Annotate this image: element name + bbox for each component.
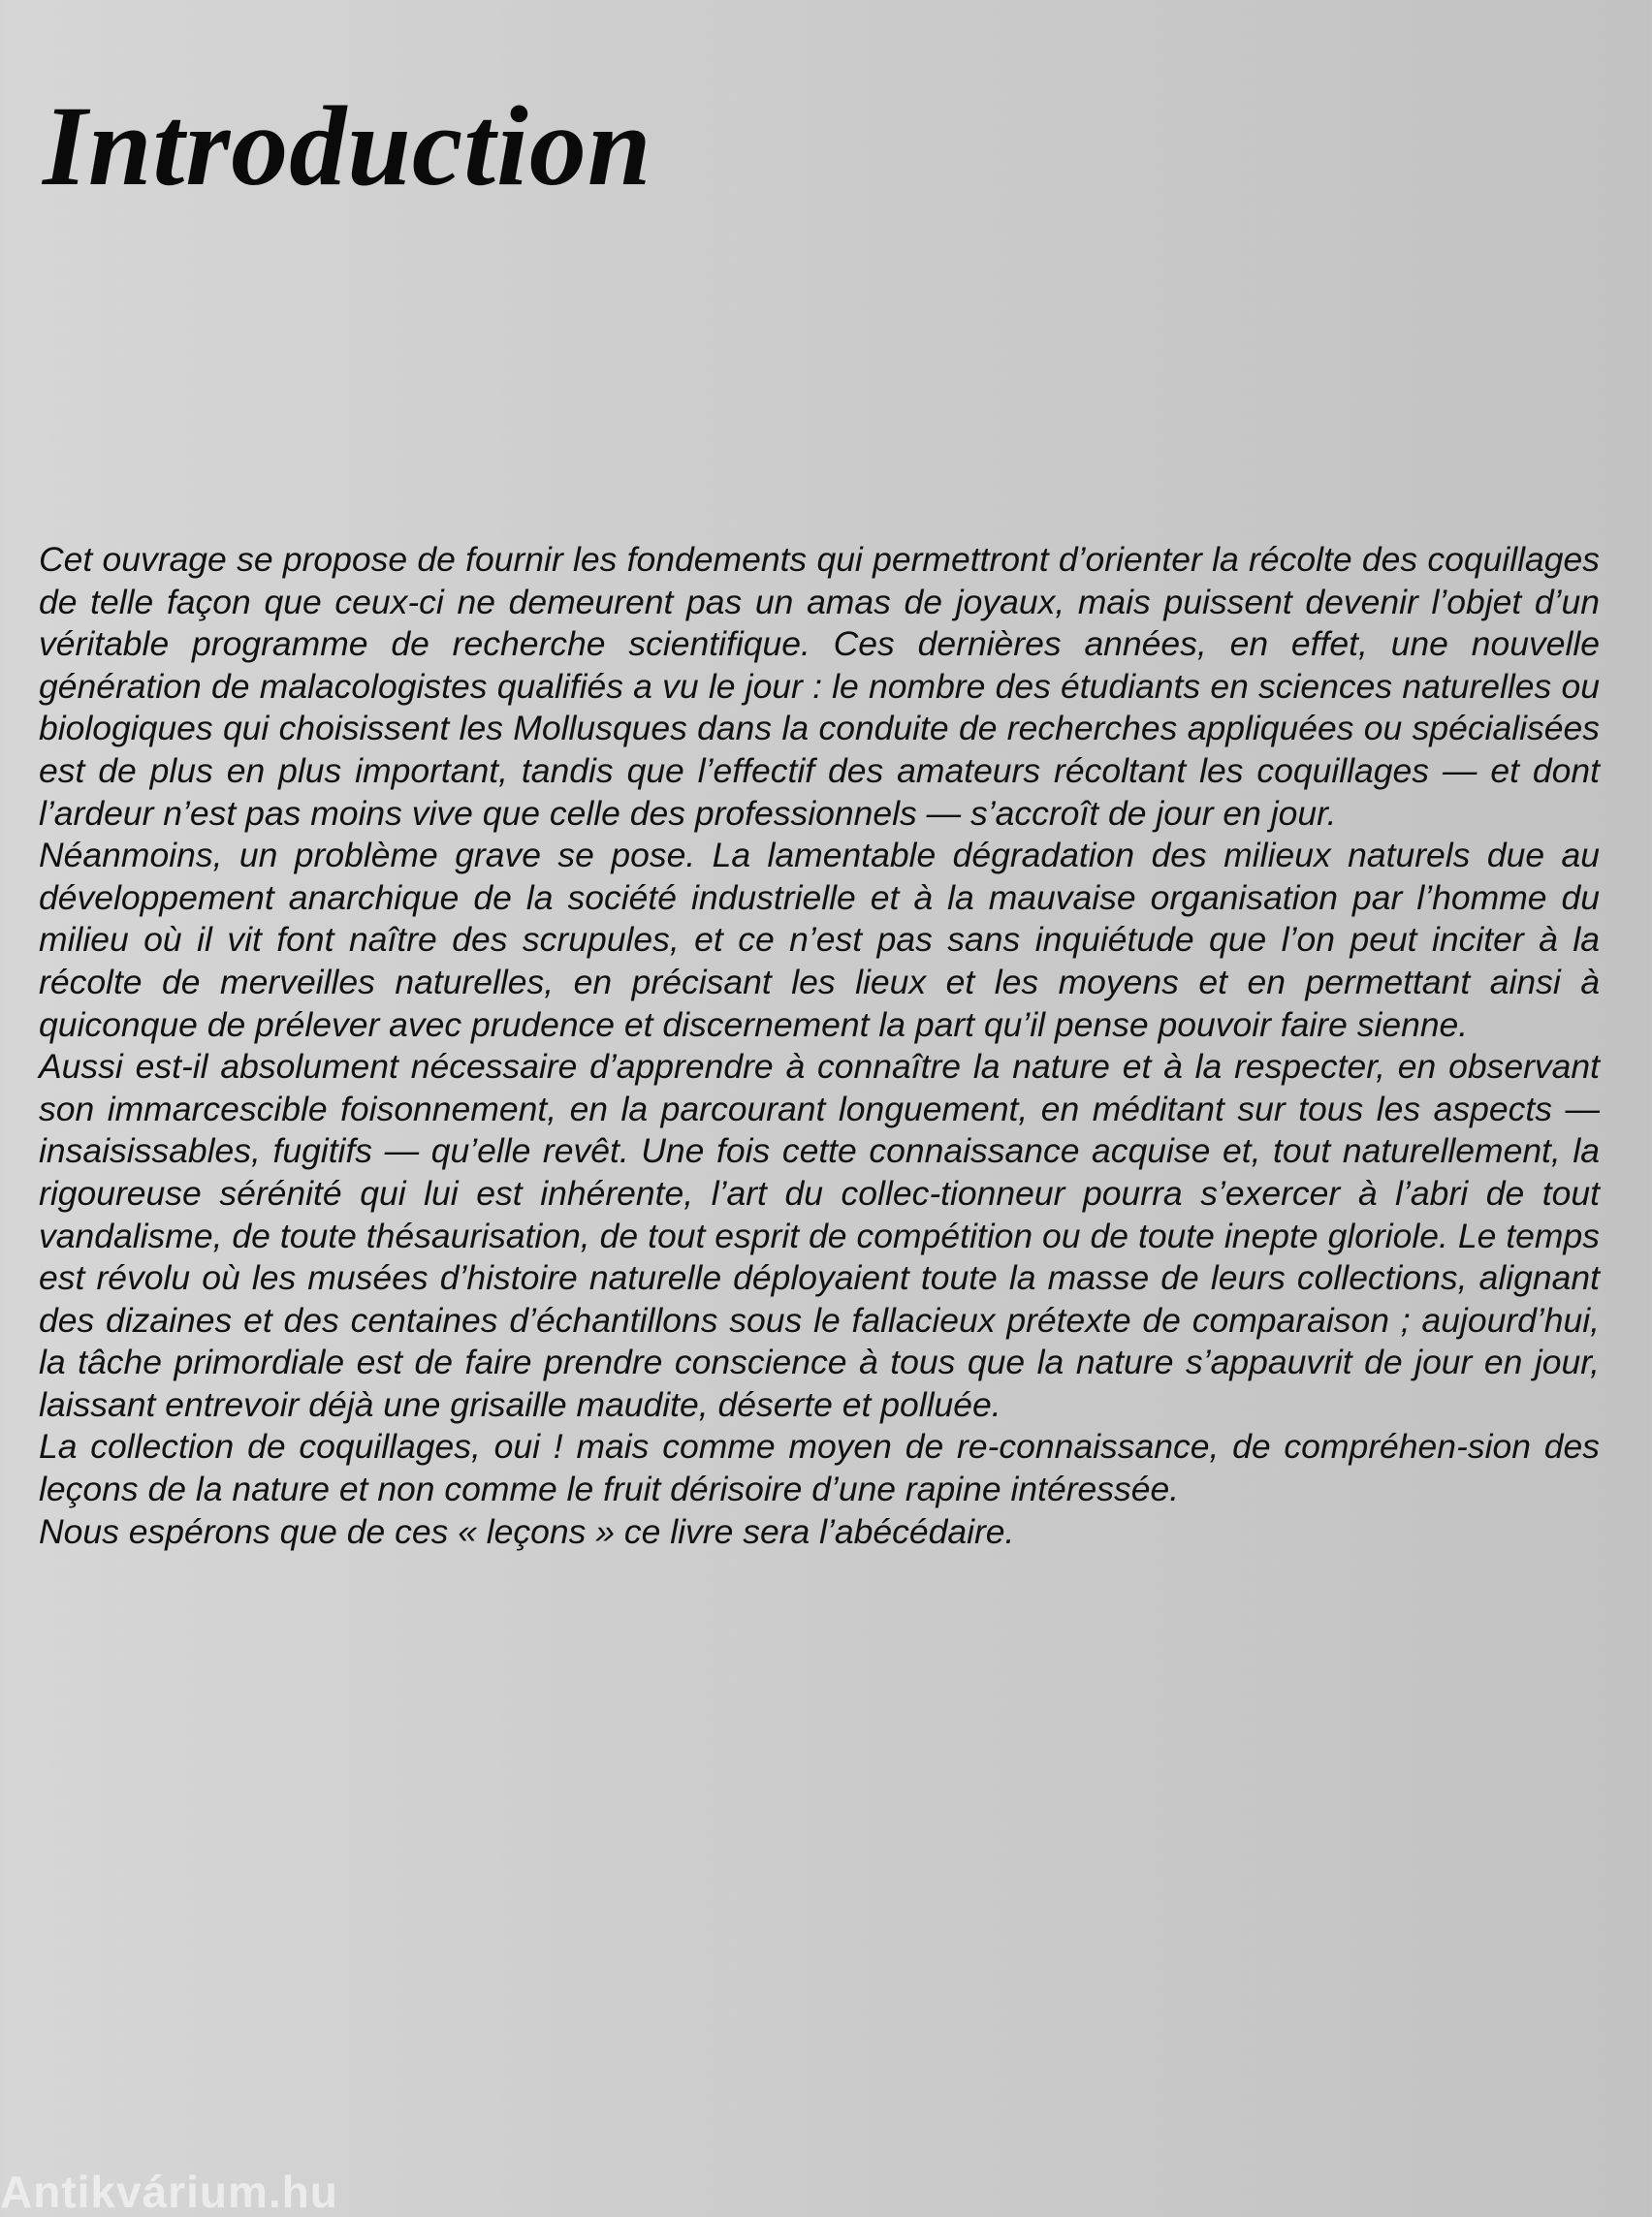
paragraph-2: Néanmoins, un problème grave se pose. La lamentable dégradation des milieux naturels due au développement anarchique de la société industrielle et à la mauvaise organisation par l’homme du milieu où il vit font naître des scrupules, et ce n’est pas sans inquiétude que l’on peut inciter à la récolte de merveilles naturelles, en précisant les lieux et les moyens et en permettant ainsi à quiconque de prélever avec prudence et discernement la part qu’il pense pouvoir faire sienne. <box>39 836 1600 1044</box>
introduction-body <box>39 539 1600 1553</box>
paragraph-1: Cet ouvrage se propose de fournir les fondements qui permettront d’orienter la récolte des coquillages de telle façon que ceux-ci ne demeurent pas un amas de joyaux, mais puissent devenir l’objet d’un véritable programme de recherche scientifique. Ces dernières années, en effet, une nouvelle génération de malacologistes qualifiés a vu le jour : le nombre des étudiants en sciences naturelles ou biologiques qui choisissent les Mollusques dans la conduite de recherches appliquées ou spécialisées est de plus en plus important, tandis que l’effectif des amateurs récoltant les coquillages — et dont l’ardeur n’est pas moins vive que celle des professionnels — s’accroît de jour en jour. <box>39 540 1600 833</box>
page-title: Introduction <box>43 82 652 209</box>
watermark-logo: Antikvárium.hu <box>0 2167 338 2217</box>
paragraph-5: Nous espérons que de ces « leçons » ce livre sera l’abécédaire. <box>39 1511 1015 1551</box>
paragraph-3: Aussi est-il absolument nécessaire d’apprendre à connaître la nature et à la respecter, en observant son immarcescible foisonnement, en la parcourant longuement, en méditant sur tous les aspects — insaisissables, fugitifs — qu’elle revêt. Une fois cette connaissance acquise et, tout naturellement, la rigoureuse sérénité qui lui est inhérente, l’art du collec-tionneur pourra s’exercer à l’abri de tout vandalisme, de toute thésaurisation, de tout esprit de compétition ou de toute inepte gloriole. Le temps est révolu où les musées d’histoire naturelle déployaient toute la masse de leurs collections, alignant des dizaines et des centaines d’échantillons sous le fallacieux prétexte de comparaison ; aujourd’hui, la tâche primordiale est de faire prendre conscience à tous que la nature s’appauvrit de jour en jour, laissant entrevoir déjà une grisaille maudite, déserte et polluée. <box>39 1047 1600 1424</box>
paragraph-4: La collection de coquillages, oui ! mais comme moyen de re-connaissance, de compréhen-sion des leçons de la nature et non comme le fruit dérisoire d’une rapine intéressée. <box>39 1427 1600 1509</box>
show-through-text-top <box>756 116 1652 504</box>
show-through-text-bottom <box>29 1677 1652 2162</box>
